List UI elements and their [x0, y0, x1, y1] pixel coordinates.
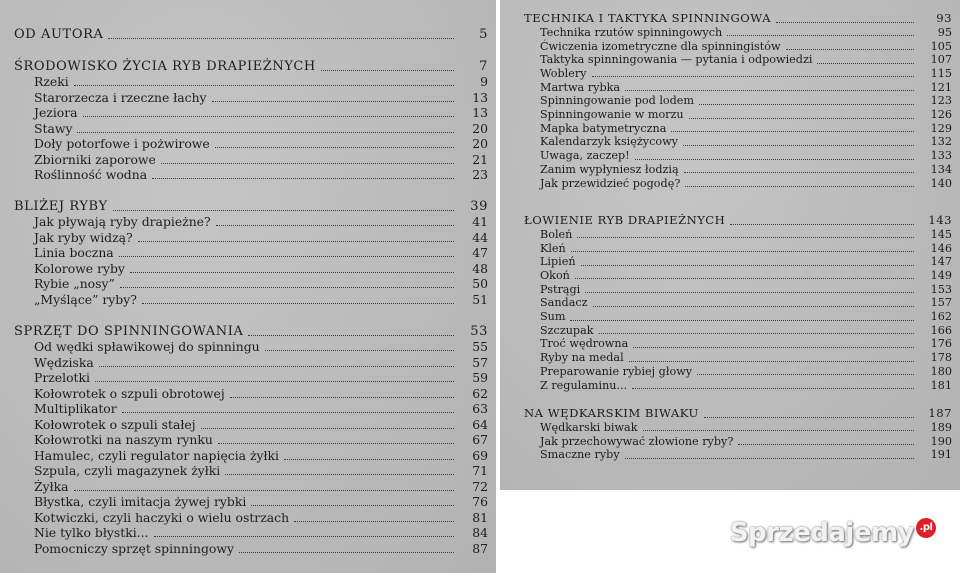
- toc-entry-row: [524, 94, 952, 108]
- chapter-title: SPRZĘT DO SPINNINGOWANIA: [14, 323, 244, 339]
- entry-title: Technika rzutów spinningowych: [540, 25, 723, 39]
- entry-title: Doły potorfowe i pożwirowe: [34, 136, 210, 151]
- leader-dots: [152, 178, 454, 179]
- entry-title: Smaczne ryby: [540, 448, 620, 462]
- leader-dots: [138, 241, 454, 242]
- leader-dots: [201, 428, 454, 429]
- toc-entry-row: [14, 151, 488, 167]
- page-number: 187: [928, 406, 952, 421]
- leader-dots: [738, 444, 914, 445]
- entry-title: Jak przewidzieć pogodę?: [540, 176, 681, 190]
- toc-chapter-row: [14, 323, 488, 339]
- toc-section: [14, 26, 488, 42]
- page-number: 134: [930, 162, 952, 176]
- toc-entry-row: [524, 296, 952, 310]
- toc-chapter-row: [14, 26, 488, 42]
- toc-entry-row: [524, 135, 952, 149]
- entry-title: Rzeki: [34, 74, 69, 89]
- toc-entry-row: [14, 509, 488, 525]
- entry-title: Kotwiczki, czyli haczyki o wielu ostrzach: [34, 509, 290, 525]
- page-number: 67: [472, 432, 488, 447]
- page-number: 21: [472, 151, 488, 167]
- page-number: 121: [930, 80, 952, 94]
- toc-chapter-row: [524, 407, 952, 421]
- toc-entry-row: [524, 310, 952, 324]
- toc-entry-row: [524, 282, 952, 296]
- leader-dots: [216, 225, 454, 226]
- toc-entry-row: [524, 149, 952, 163]
- page-number: 59: [472, 370, 488, 385]
- leader-dots: [83, 116, 454, 117]
- entry-title: Jak ryby widzą?: [34, 229, 133, 245]
- entry-title: Sandacz: [540, 296, 588, 310]
- entry-title: Kołowrotek o szpuli obrotowej: [34, 385, 225, 401]
- leader-dots: [697, 374, 914, 375]
- toc-entry-row: [14, 354, 488, 370]
- entry-title: Preparowanie rybiej głowy: [540, 364, 693, 378]
- page-number: 87: [472, 540, 488, 556]
- toc-chapter-row: [524, 12, 952, 26]
- toc-entry-row: [524, 255, 952, 269]
- entry-title: Błystka, czyli imitacja żywej rybki: [34, 494, 247, 509]
- toc-entry-row: [14, 385, 488, 401]
- page-number: 55: [472, 339, 488, 354]
- toc-section: [14, 58, 488, 182]
- toc-chapter-row: [524, 214, 952, 228]
- toc-entry-row: [14, 214, 488, 230]
- leader-dots: [119, 256, 454, 257]
- entry-title: Kleń: [540, 241, 566, 255]
- toc-section: [14, 198, 488, 307]
- leader-dots: [599, 333, 914, 334]
- page-number: 178: [930, 351, 952, 365]
- toc-entry-row: [14, 463, 488, 479]
- page-number: 9: [480, 74, 488, 89]
- leader-dots: [571, 251, 914, 252]
- leader-dots: [74, 490, 454, 491]
- entry-title: Szpula, czyli magazynek żyłki: [34, 463, 221, 478]
- toc-entry-row: [14, 74, 488, 90]
- leader-dots: [592, 76, 914, 77]
- chapter-title: BLIŻEJ RYBY: [14, 198, 108, 214]
- leader-dots: [629, 361, 914, 362]
- entry-title: Hamulec, czyli regulator napięcia żyłki: [34, 447, 280, 463]
- page-number: 190: [930, 434, 952, 448]
- entry-title: Kolorowe ryby: [34, 260, 125, 276]
- leader-dots: [632, 388, 914, 389]
- page-number: 84: [472, 525, 488, 540]
- toc-entry-row: [524, 228, 952, 242]
- page-number: 157: [930, 296, 952, 310]
- entry-title: Jak przechowywać złowione ryby?: [540, 434, 734, 448]
- entry-title: Woblery: [540, 67, 587, 81]
- toc-entry-row: [524, 351, 952, 365]
- page-number: 153: [930, 282, 952, 296]
- entry-title: Pomocniczy sprzęt spinningowy: [34, 540, 234, 556]
- leader-dots: [215, 147, 454, 148]
- leader-dots: [212, 101, 454, 102]
- page-number: 176: [930, 337, 952, 351]
- entry-title: Lipień: [540, 255, 576, 269]
- toc-entry-row: [14, 494, 488, 510]
- leader-dots: [581, 265, 914, 266]
- entry-title: Żyłka: [34, 478, 69, 494]
- leader-dots: [727, 35, 914, 36]
- entry-title: Kołowrotki na naszym rynku: [34, 432, 213, 447]
- page-number: 126: [930, 108, 952, 122]
- leader-dots: [635, 159, 914, 160]
- toc-entry-row: [14, 540, 488, 556]
- entry-title: Zanim wypłyniesz łodzią: [540, 162, 679, 176]
- page-number: 189: [930, 420, 952, 434]
- leader-dots: [685, 186, 914, 187]
- entry-title: Kołowrotek o szpuli stałej: [34, 416, 196, 432]
- leader-dots: [218, 443, 454, 444]
- leader-dots: [683, 145, 914, 146]
- entry-title: Wędziska: [34, 354, 94, 370]
- toc-entry-row: [14, 229, 488, 245]
- page-number: 115: [930, 67, 952, 81]
- leader-dots: [786, 49, 914, 50]
- leader-dots: [265, 350, 454, 351]
- toc-entry-row: [14, 276, 488, 292]
- toc-entry-row: [524, 324, 952, 338]
- page-number: 62: [472, 385, 488, 401]
- leader-dots: [585, 292, 914, 293]
- page-number: 53: [470, 323, 488, 339]
- leader-dots: [730, 224, 914, 225]
- toc-entry-row: [14, 136, 488, 152]
- toc-entry-row: [14, 432, 488, 448]
- toc-entry-row: [524, 269, 952, 283]
- entry-title: Roślinność wodna: [34, 167, 148, 182]
- page-number: 129: [930, 121, 952, 135]
- page-number: 181: [930, 378, 952, 392]
- toc-entry-row: [14, 339, 488, 355]
- leader-dots: [689, 118, 914, 119]
- toc-entry-row: [524, 365, 952, 379]
- toc-entry-row: [14, 401, 488, 417]
- toc-entry-row: [524, 108, 952, 122]
- page-number: 146: [930, 241, 952, 255]
- entry-title: Od wędki spławikowej do spinningu: [34, 339, 260, 354]
- chapter-title: ŁOWIENIE RYB DRAPIEŻNYCH: [524, 213, 726, 228]
- toc-entry-row: [14, 370, 488, 386]
- leader-dots: [570, 320, 914, 321]
- leader-dots: [142, 303, 454, 304]
- leader-dots: [251, 505, 454, 506]
- leader-dots: [122, 412, 454, 413]
- page-number: 39: [470, 198, 488, 214]
- leader-dots: [120, 287, 454, 288]
- toc-entry-row: [14, 447, 488, 463]
- leader-dots: [113, 210, 454, 211]
- entry-title: Sum: [540, 310, 566, 324]
- leader-dots: [130, 272, 454, 273]
- page-number: 7: [479, 58, 488, 74]
- toc-entry-row: [524, 39, 952, 53]
- toc-entry-row: [14, 478, 488, 494]
- entry-title: Stawy: [34, 120, 73, 136]
- toc-section: [524, 214, 952, 392]
- page-number: 143: [928, 213, 952, 228]
- page-number: 162: [930, 310, 952, 324]
- chapter-title: ŚRODOWISKO ŻYCIA RYB DRAPIEŻNYCH: [14, 58, 316, 74]
- toc-entry-row: [524, 26, 952, 40]
- toc-entry-row: [524, 176, 952, 190]
- leader-dots: [95, 381, 454, 382]
- leader-dots: [321, 70, 454, 71]
- leader-dots: [99, 366, 454, 367]
- leader-dots: [248, 335, 454, 336]
- toc-entry-row: [14, 525, 488, 541]
- leader-dots: [294, 521, 454, 522]
- toc-entry-row: [14, 120, 488, 136]
- page-number: 123: [930, 94, 952, 108]
- page-number: 57: [472, 354, 488, 370]
- leader-dots: [575, 278, 914, 279]
- page-number: 145: [930, 227, 952, 241]
- page-number: 5: [479, 26, 488, 42]
- toc-entry-row: [524, 434, 952, 448]
- page-number: 93: [936, 11, 952, 26]
- page-number: 107: [930, 53, 952, 67]
- entry-title: Boleń: [540, 227, 573, 241]
- toc-entry-row: [524, 67, 952, 81]
- entry-title: Jak pływają ryby drapieżne?: [34, 214, 211, 229]
- entry-title: Jeziora: [34, 105, 78, 120]
- leader-dots: [77, 132, 454, 133]
- entry-title: Kalendarzyk księżycowy: [540, 135, 678, 149]
- chapter-title: NA WĘDKARSKIM BIWAKU: [524, 406, 699, 421]
- entry-title: Zbiorniki zaporowe: [34, 151, 156, 167]
- page-number: 69: [472, 447, 488, 463]
- page-number: 81: [472, 509, 488, 525]
- page-number: 13: [472, 105, 488, 120]
- entry-title: Spinningowanie w morzu: [540, 108, 684, 122]
- entry-title: „Myślące” ryby?: [34, 291, 137, 307]
- leader-dots: [161, 163, 454, 164]
- entry-title: Nie tylko błystki...: [34, 525, 149, 540]
- entry-title: Taktyka spinningowania — pytania i odpowiedzi: [540, 53, 813, 67]
- page-number: 41: [472, 214, 488, 229]
- entry-title: Z regulaminu...: [540, 378, 628, 392]
- leader-dots: [699, 104, 914, 105]
- leader-dots: [154, 536, 455, 537]
- page-number: 191: [930, 448, 952, 462]
- toc-entry-row: [14, 260, 488, 276]
- page-number: 64: [472, 416, 488, 432]
- entry-title: Martwa rybka: [540, 80, 621, 94]
- toc-chapter-row: [14, 198, 488, 214]
- toc-entry-row: [524, 163, 952, 177]
- leader-dots: [643, 430, 915, 431]
- entry-title: Przelotki: [34, 370, 90, 385]
- page-number: 166: [930, 323, 952, 337]
- toc-entry-row: [14, 416, 488, 432]
- page-number: 20: [472, 136, 488, 151]
- chapter-title: TECHNIKA I TAKTYKA SPINNINGOWA: [524, 11, 771, 26]
- toc-entry-row: [524, 421, 952, 435]
- page-number: 50: [472, 276, 488, 291]
- page-number: 133: [930, 149, 952, 163]
- entry-title: Uwaga, zaczep!: [540, 149, 630, 163]
- page-number: 47: [472, 245, 488, 260]
- leader-dots: [625, 458, 914, 459]
- toc-entry-row: [524, 241, 952, 255]
- leader-dots: [225, 474, 454, 475]
- toc-entry-row: [14, 167, 488, 183]
- entry-title: Ryby na medal: [540, 351, 624, 365]
- entry-title: Linia boczna: [34, 245, 114, 260]
- page-number: 51: [472, 291, 488, 307]
- leader-dots: [684, 172, 914, 173]
- page-number: 140: [930, 176, 952, 190]
- leader-dots: [577, 237, 914, 238]
- leader-dots: [817, 63, 914, 64]
- toc-section: [524, 12, 952, 190]
- watermark-logo: [730, 518, 936, 548]
- entry-title: Multiplikator: [34, 401, 117, 416]
- entry-title: Spinningowanie pod lodem: [540, 94, 695, 108]
- toc-entry-row: [524, 337, 952, 351]
- page-number: 105: [930, 39, 952, 53]
- leader-dots: [776, 22, 914, 23]
- leader-dots: [239, 552, 454, 553]
- leader-dots: [671, 131, 914, 132]
- page-number: 20: [472, 120, 488, 136]
- entry-title: Szczupak: [540, 323, 594, 337]
- leader-dots: [74, 85, 454, 86]
- entry-title: Rybie „nosy”: [34, 276, 115, 291]
- page-number: 23: [472, 167, 488, 182]
- toc-section: [524, 407, 952, 462]
- entry-title: Ćwiczenia izometryczne dla spinningistów: [540, 39, 781, 53]
- toc-entry-row: [524, 378, 952, 392]
- page-number: 149: [930, 269, 952, 283]
- toc-entry-row: [524, 80, 952, 94]
- toc-entry-row: [14, 105, 488, 121]
- entry-title: Pstrągi: [540, 282, 581, 296]
- toc-chapter-row: [14, 58, 488, 74]
- right-page: [500, 0, 960, 490]
- leader-dots: [284, 459, 454, 460]
- leader-dots: [230, 397, 454, 398]
- leader-dots: [625, 90, 914, 91]
- toc-section: [14, 323, 488, 556]
- page-number: 13: [472, 89, 488, 105]
- toc-entry-row: [524, 448, 952, 462]
- leader-dots: [704, 417, 914, 418]
- chapter-title: OD AUTORA: [14, 26, 104, 42]
- leader-dots: [633, 347, 914, 348]
- toc-entry-row: [14, 245, 488, 261]
- leader-dots: [593, 306, 914, 307]
- leader-dots: [108, 38, 454, 39]
- page-number: 180: [930, 364, 952, 378]
- entry-title: Wędkarski biwak: [540, 420, 638, 434]
- page-number: 132: [930, 135, 952, 149]
- toc-entry-row: [14, 89, 488, 105]
- page-number: 76: [472, 494, 488, 509]
- toc-entry-row: [524, 53, 952, 67]
- page-number: 71: [472, 463, 488, 478]
- toc-entry-row: [524, 122, 952, 136]
- entry-title: Mapka batymetryczna: [540, 121, 667, 135]
- page-number: 48: [472, 260, 488, 276]
- page-number: 63: [472, 401, 488, 416]
- watermark-badge: .pl: [916, 518, 936, 538]
- page-number: 72: [472, 478, 488, 494]
- page-number: 95: [937, 25, 952, 39]
- page-number: 44: [472, 229, 488, 245]
- entry-title: Okoń: [540, 269, 570, 283]
- watermark-text: Sprzedajemy: [729, 518, 914, 548]
- entry-title: Starorzecza i rzeczne łachy: [34, 89, 207, 105]
- entry-title: Troć wędrowna: [540, 337, 629, 351]
- page-number: 147: [930, 255, 952, 269]
- toc-entry-row: [14, 291, 488, 307]
